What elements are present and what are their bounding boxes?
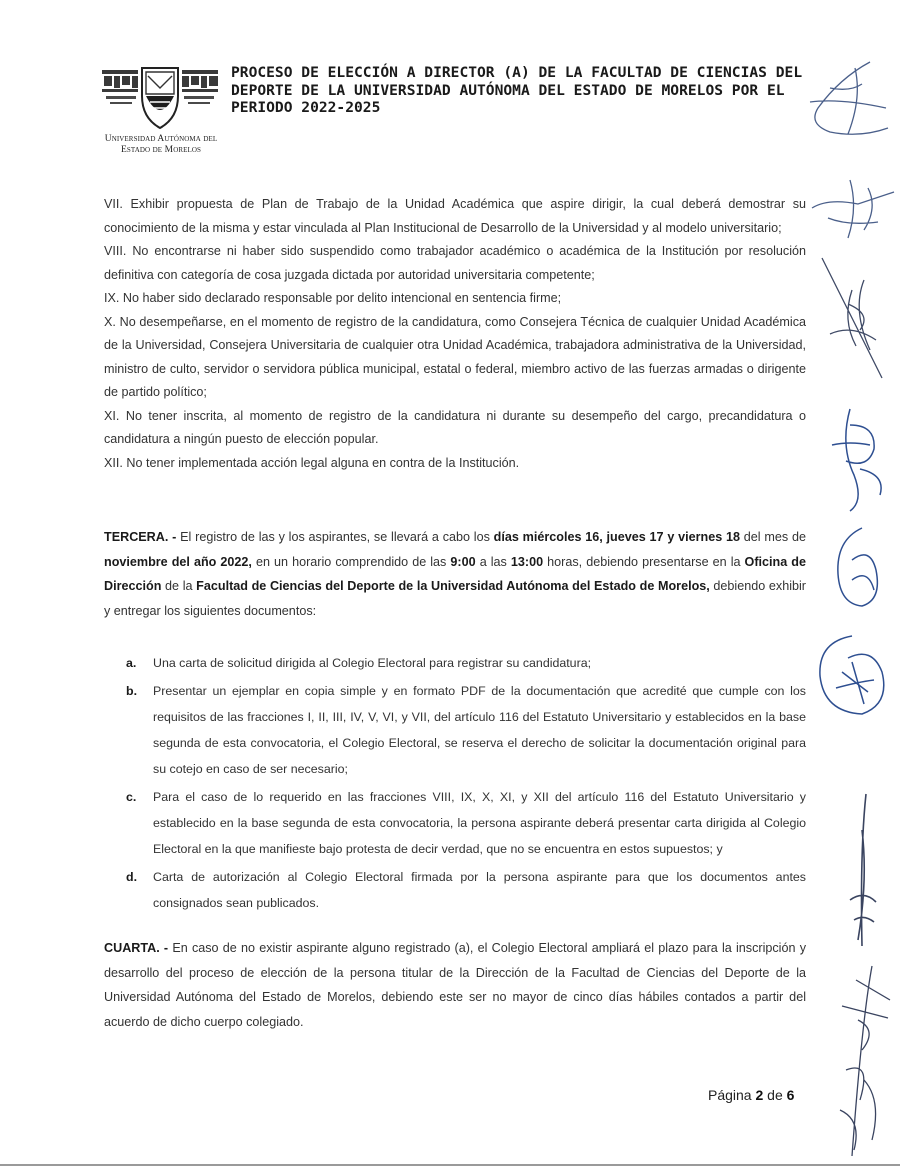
- signature-mark: [812, 632, 897, 722]
- signature-mark: [800, 58, 895, 143]
- requirement-xi: XI. No tener inscrita, al momento de registro de la candidatura ni durante su desempeño del cargo, precandidatura o candidatura a ningún puesto de elección popular.: [104, 408, 806, 446]
- signature-mark: [820, 405, 898, 515]
- page-bottom-edge: [0, 1164, 900, 1166]
- requirement-xii: XII. No tener implementada acción legal alguna en contra de la Institución.: [104, 455, 520, 470]
- signature-mark: [832, 960, 897, 1160]
- requirement-vii: VII. Exhibir propuesta de Plan de Trabajo de la Unidad Académica que aspire dirigir, la cual deberá demostrar su conocimiento de la misma y estar vinculada al Plan Institucional de Desarrollo de la Universidad y al modelo universitario;: [104, 197, 806, 235]
- university-crest-icon: [100, 62, 220, 130]
- page-number: Página 2 de 6: [708, 1087, 795, 1103]
- signature-mark: [808, 168, 898, 248]
- requirement-x: X. No desempeñarse, en el momento de registro de la candidatura, como Consejera Técnica de cualquier Unidad Académica de la Universidad, Consejera Universitaria de cualquier otra Unidad Académica, trabajadora administrativa de la Universidad, ministro de culto, servidor o servidora pública municipal, estatal o federal, miembro activo de las fuerzas armadas o dirigente de partido político;: [104, 314, 806, 399]
- document-title: PROCESO DE ELECCIÓN A DIRECTOR (A) DE LA FACULTAD DE CIENCIAS DEL DEPORTE DE LA UNIVERSIDAD AUTÓNOMA DEL ESTADO DE MORELOS POR EL PERIODO 2022-2025: [231, 64, 803, 116]
- document-item: c. Para el caso de lo requerido en las fracciones VIII, IX, X, XI, y XII del artículo 116 del Estatuto Universitario y establecido en la base segunda de esta convocatoria, la persona aspirante deberá presentar carta dirigida al Colegio Electoral en la que manifieste bajo protesta de decir verdad, que no se encuentra en estos supuestos; y: [126, 790, 806, 856]
- clause-cuarta-label: CUARTA. -: [104, 941, 169, 955]
- clause-cuarta: CUARTA. - En caso de no existir aspirante alguno registrado (a), el Colegio Electoral ampliará el plazo para la inscripción y desarrollo del proceso de elección de la persona titular de la Dirección de la Facultad de Ciencias del Deporte de la Universidad Autónoma del Estado de Morelos, debiendo este ser no mayor de cinco días hábiles contados a partir del acuerdo de dicho cuerpo colegiado.: [104, 941, 806, 1029]
- clause-tercera: TERCERA. - El registro de las y los aspirantes, se llevará a cabo los días miércoles 16, jueves 17 y viernes 18 del mes de noviembre del año 2022, en un horario comprendido de las 9:00 a las 13:00 horas, debiendo presentarse en la Oficina de Dirección de la Facultad de Ciencias del Deporte de la Universidad Autónoma del Estado de Morelos, debiendo exhibir y entregar los siguientes documentos:: [104, 530, 806, 618]
- university-logo: [96, 62, 226, 156]
- signature-mark: [822, 520, 897, 615]
- requirements-list: [104, 193, 806, 475]
- signature-mark: [840, 790, 890, 950]
- requirement-ix: IX. No haber sido declarado responsable por delito intencional en sentencia firme;: [104, 291, 562, 305]
- clause-tercera-label: TERCERA. -: [104, 530, 177, 544]
- required-documents-list: [126, 650, 806, 918]
- document-item: b. Presentar un ejemplar en copia simple y en formato PDF de la documentación que acredité que cumple con los requisitos de las fracciones I, II, III, IV, V, VI, y VII, del artículo 116 del Estatuto Universitario y establecidos en la base segunda de esta convocatoria, el Colegio Electoral, se reserva el derecho de solicitar la documentación original para su cotejo en caso de ser necesario;: [126, 684, 806, 776]
- document-item: d. Carta de autorización al Colegio Electoral firmada por la persona aspirante para que los documentos antes consignados sean publicados.: [126, 870, 806, 910]
- signature-mark: [812, 250, 900, 385]
- document-item: a. Una carta de solicitud dirigida al Colegio Electoral para registrar su candidatura;: [126, 656, 592, 670]
- requirement-viii: VIII. No encontrarse ni haber sido suspendido como trabajador académico o académica de la Institución por resolución definitiva con categoría de cosa juzgada dictada por autoridad universitaria competente;: [104, 244, 806, 282]
- university-name: Universidad Autónoma del Estado de Morelos: [104, 134, 218, 155]
